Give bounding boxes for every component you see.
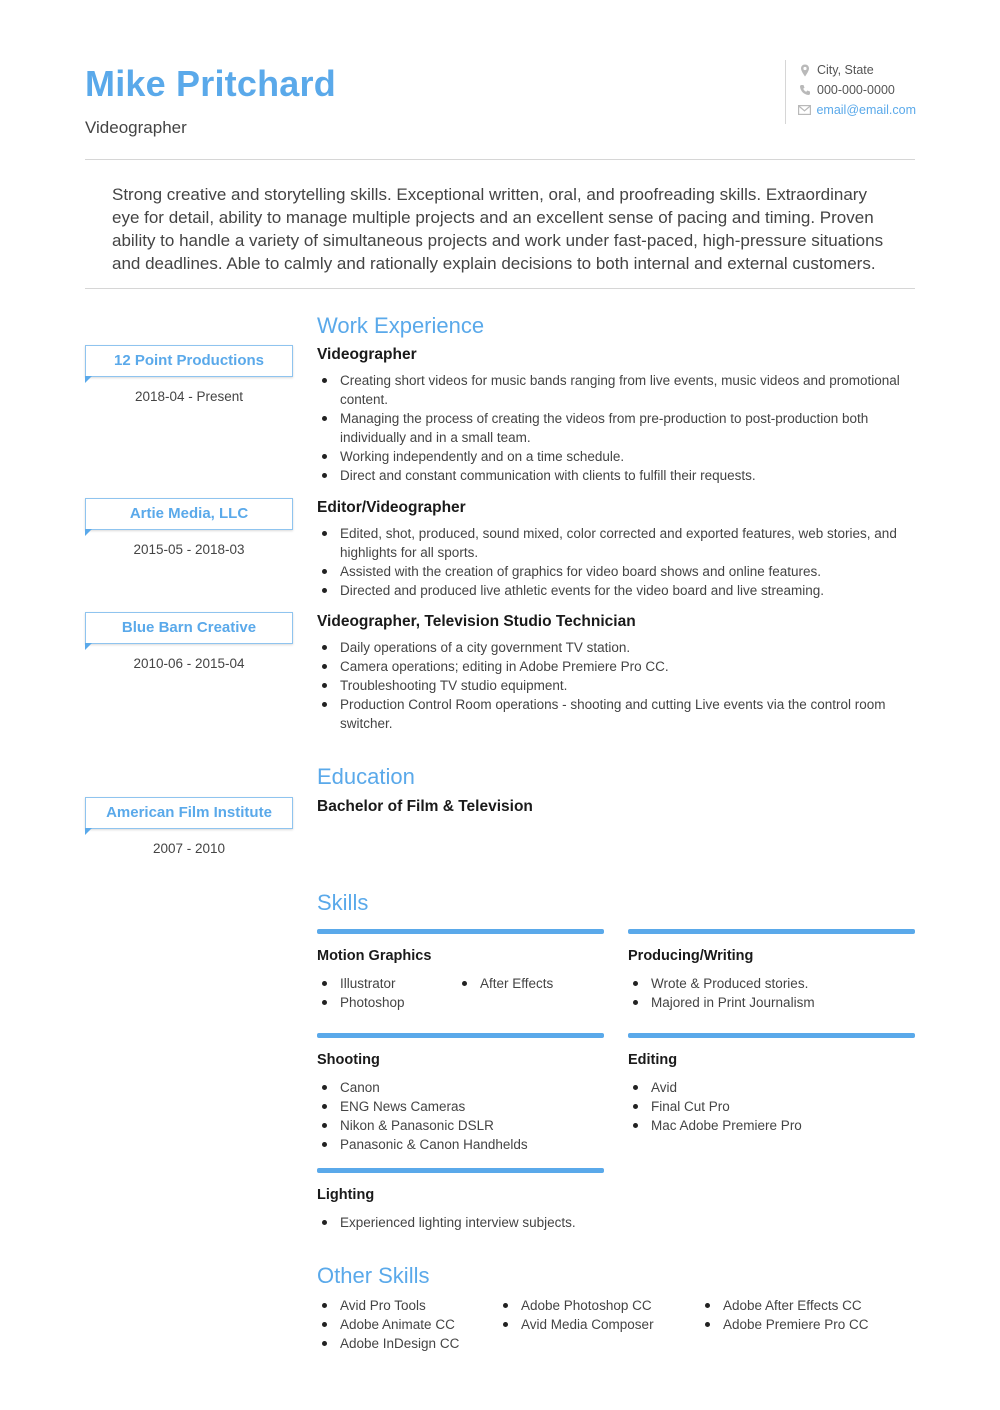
list-item: Final Cut Pro <box>628 1097 915 1116</box>
map-pin-icon <box>798 63 812 77</box>
skill-group <box>628 929 915 1012</box>
list-item: Avid Media Composer <box>498 1315 700 1334</box>
skill-group <box>317 929 604 1012</box>
work-org-box <box>85 498 293 530</box>
list-item: Mac Adobe Premiere Pro <box>628 1116 915 1135</box>
other-skills-list <box>317 1296 900 1353</box>
list-item: Direct and constant communication with clients to fulfill their requests. <box>317 466 915 485</box>
other-skills-heading: Other Skills <box>317 1263 430 1288</box>
phone-text: 000-000-0000 <box>817 83 895 97</box>
skill-title: Lighting <box>317 1187 375 1203</box>
list-item: Assisted with the creation of graphics for video board shows and online features. <box>317 562 915 581</box>
skill-bar <box>628 1033 915 1038</box>
job-entry <box>317 499 915 600</box>
list-item: Adobe Premiere Pro CC <box>700 1315 900 1334</box>
list-item: Creating short videos for music bands ranging from live events, music videos and promotional content. <box>317 371 915 409</box>
skill-bar <box>317 929 604 934</box>
skill-title: Motion Graphics <box>317 948 432 964</box>
phone-icon <box>798 83 812 97</box>
job-bullets <box>317 638 915 733</box>
resume-header <box>85 62 915 160</box>
job-title: Videographer, Television Studio Technician <box>317 613 636 630</box>
contact-block <box>785 60 916 124</box>
contact-location <box>798 60 916 80</box>
education-dates: 2007 - 2010 <box>152 841 226 856</box>
skill-title: Shooting <box>317 1052 380 1068</box>
job-bullets <box>317 524 915 600</box>
skill-title: Producing/Writing <box>628 948 754 964</box>
envelope-icon <box>798 103 811 117</box>
work-org-name: Blue Barn Creative <box>121 619 257 636</box>
work-dates: 2015-05 - 2018-03 <box>133 542 245 557</box>
work-dates: 2018-04 - Present <box>134 389 244 404</box>
work-experience-heading: Work Experience <box>317 313 485 338</box>
list-item: Troubleshooting TV studio equipment. <box>317 676 915 695</box>
education-org-box <box>85 797 293 829</box>
candidate-role: Videographer <box>85 118 187 137</box>
skill-bar <box>317 1168 604 1173</box>
candidate-name: Mike Pritchard <box>85 63 336 104</box>
list-item: Camera operations; editing in Adobe Premiere Pro CC. <box>317 657 915 676</box>
education-heading: Education <box>317 764 415 789</box>
job-bullets <box>317 371 915 485</box>
work-org-name: Artie Media, LLC <box>129 505 249 522</box>
list-item: Experienced lighting interview subjects. <box>317 1213 604 1232</box>
skill-title: Editing <box>628 1052 678 1068</box>
list-item: Majored in Print Journalism <box>628 993 915 1012</box>
list-item: Working independently and on a time schedule. <box>317 447 915 466</box>
list-item: Directed and produced live athletic events for the video board and live streaming. <box>317 581 915 600</box>
list-item: Photoshop <box>317 993 457 1012</box>
list-item: After Effects <box>457 974 597 993</box>
list-item: Edited, shot, produced, sound mixed, color corrected and exported features, web stories, and highlights for all sports. <box>317 524 915 562</box>
list-item: Production Control Room operations - shooting and cutting Live events via the control room switcher. <box>317 695 915 733</box>
list-item: Illustrator <box>317 974 457 993</box>
job-title: Editor/Videographer <box>317 499 466 516</box>
work-dates: 2010-06 - 2015-04 <box>133 656 245 671</box>
contact-email[interactable] <box>798 100 916 120</box>
work-org-name: 12 Point Productions <box>113 352 264 369</box>
list-item: Adobe Photoshop CC <box>498 1296 700 1315</box>
list-item: Adobe InDesign CC <box>317 1334 498 1353</box>
divider <box>85 288 915 289</box>
list-item: Avid <box>628 1078 915 1097</box>
skills-heading: Skills <box>317 890 369 915</box>
skill-group <box>317 1168 604 1232</box>
work-org-box <box>85 345 293 377</box>
list-item: Managing the process of creating the videos from pre-production to post-production both individually and in a small team. <box>317 409 915 447</box>
list-item: Panasonic & Canon Handhelds <box>317 1135 604 1154</box>
list-item: Avid Pro Tools <box>317 1296 498 1315</box>
skill-bar <box>317 1033 604 1038</box>
job-title: Videographer <box>317 346 417 363</box>
skill-group <box>628 1033 915 1135</box>
list-item: ENG News Cameras <box>317 1097 604 1116</box>
skill-bar <box>628 929 915 934</box>
list-item: Daily operations of a city government TV station. <box>317 638 915 657</box>
degree-title: Bachelor of Film & Television <box>317 798 533 815</box>
education-entry <box>317 798 915 823</box>
job-entry <box>317 613 915 733</box>
location-text: City, State <box>817 63 874 77</box>
list-item: Adobe After Effects CC <box>700 1296 900 1315</box>
email-link[interactable]: email@email.com <box>816 103 916 117</box>
job-entry <box>317 346 915 485</box>
contact-phone <box>798 80 916 100</box>
skill-group <box>317 1033 604 1154</box>
list-item: Canon <box>317 1078 604 1097</box>
profile-summary: Strong creative and storytelling skills. Exceptional written, oral, and proofreading skills. Extraordinary eye for detail, ability to manage multiple projects and an excellent sense of pacing and timing. Proven ability to handle a variety of simultaneous projects and work under fast-paced, high-pressure situations and deadlines. Able to calmly and rationally explain decisions to both internal and external customers. <box>112 185 884 273</box>
list-item: Wrote & Produced stories. <box>628 974 915 993</box>
list-item: Nikon & Panasonic DSLR <box>317 1116 604 1135</box>
work-org-box <box>85 612 293 644</box>
education-org-name: American Film Institute <box>106 804 272 821</box>
list-item: Adobe Animate CC <box>317 1315 498 1334</box>
